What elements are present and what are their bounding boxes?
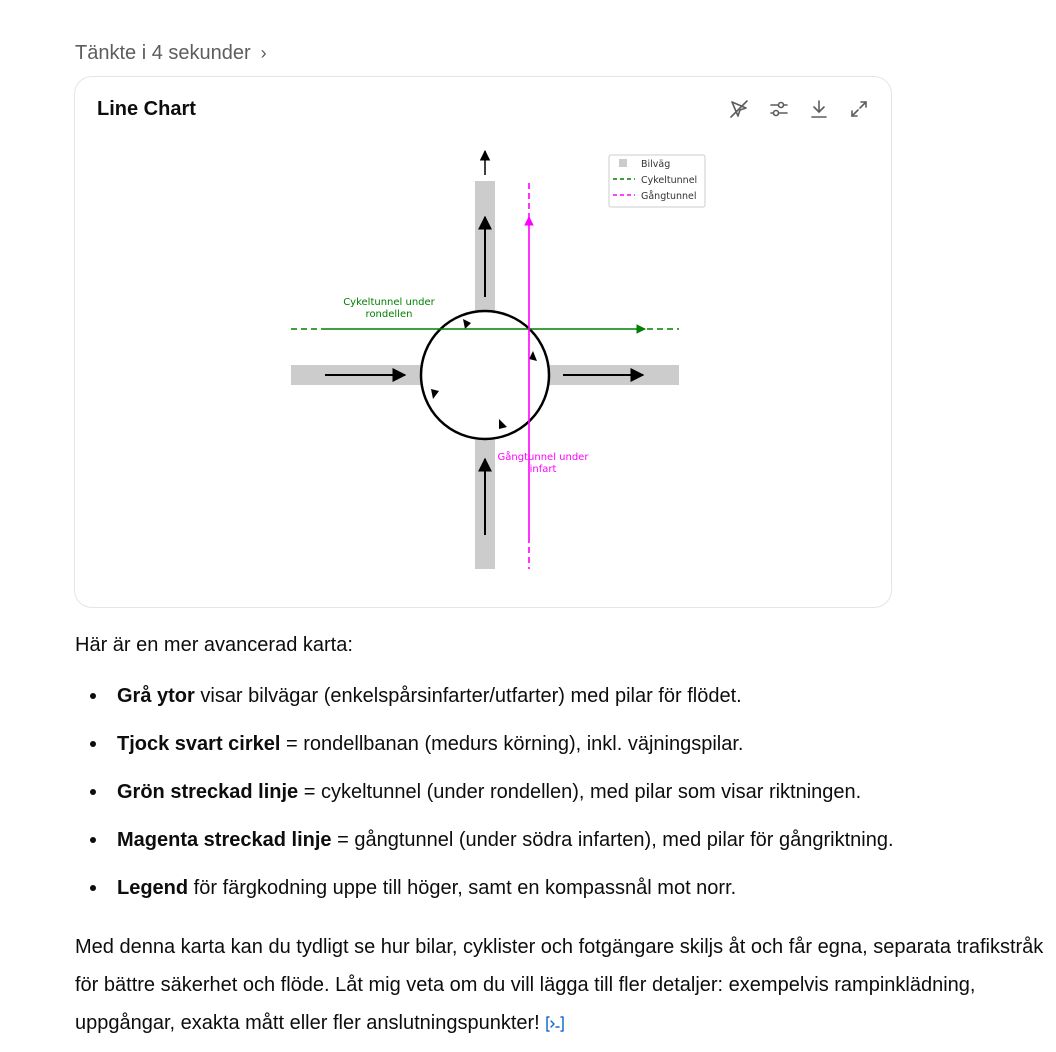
bullet-text: = cykeltunnel (under rondellen), med pilar som visar riktningen.: [298, 781, 862, 803]
yield-arrow: [499, 419, 507, 429]
bullet-bold: Grå ytor: [117, 685, 195, 707]
walk-tunnel-label-1: Gångtunnel under: [497, 452, 589, 463]
bullet-bold: Tjock svart cirkel: [117, 733, 281, 755]
bullet-text: för färgkodning uppe till höger, samt en kompassnål mot norr.: [188, 877, 737, 899]
bullet-list: [75, 676, 1035, 916]
thinking-label: Tänkte i 4 sekunder: [75, 42, 251, 64]
list-item: [75, 724, 1035, 772]
bike-tunnel-label-2: rondellen: [365, 309, 413, 320]
legend-road-label: Bilväg: [641, 159, 671, 170]
bike-tunnel-label-1: Cykeltunnel under: [343, 297, 435, 308]
bullet-text: visar bilvägar (enkelspårsinfarter/utfarter) med pilar för flödet.: [194, 685, 742, 707]
thinking-toggle[interactable]: [75, 42, 267, 65]
code-citation-icon[interactable]: [544, 1014, 566, 1034]
list-item: [75, 868, 1035, 916]
card-title: Line Chart: [97, 98, 196, 120]
legend-bike-label: Cykeltunnel: [641, 175, 698, 186]
list-item: [75, 820, 1035, 868]
bullet-text: = gångtunnel (under södra infarten), med pilar för gångriktning.: [331, 829, 894, 851]
roundabout-diagram: [275, 137, 735, 577]
bullet-bold: Legend: [117, 877, 189, 899]
list-item: [75, 676, 1035, 724]
list-item: [75, 772, 1035, 820]
yield-arrow: [463, 319, 471, 329]
expand-icon: [848, 98, 870, 120]
chart-toggle-icon: [728, 98, 750, 120]
legend: [609, 155, 705, 207]
chart-toolbar: [727, 97, 871, 121]
legend-road-swatch: [619, 159, 627, 167]
intro-text: Här är en mer avancerad karta:: [75, 634, 353, 656]
closing-text: Med denna karta kan du tydligt se hur bilar, cyklister och fotgängare skiljs åt och får egna, separata trafikstråk för bättre säkerhet och flöde. Låt mig veta om du vill lägga till fler detaljer: exempelvis rampinklädning, uppgångar, exakta mått eller fler anslutningspunkter!: [75, 936, 1044, 1034]
legend-walk-label: Gångtunnel: [641, 191, 697, 202]
yield-arrow: [431, 389, 439, 399]
chart-card: [74, 76, 892, 608]
bullet-bold: Grön streckad linje: [117, 781, 299, 803]
walk-tunnel-label-2: infart: [529, 464, 557, 475]
closing-paragraph: [75, 928, 1045, 1042]
bullet-text: = rondellbanan (medurs körning), inkl. väjningspilar.: [280, 733, 744, 755]
expand-button[interactable]: [847, 97, 871, 121]
chevron-right-icon: ›: [260, 43, 267, 63]
chart-toggle-button[interactable]: [727, 97, 751, 121]
download-icon: [808, 98, 830, 120]
yield-arrow: [529, 351, 537, 361]
bullet-bold: Magenta streckad linje: [117, 829, 332, 851]
settings-sliders-icon: [768, 98, 790, 120]
settings-button[interactable]: [767, 97, 791, 121]
download-button[interactable]: [807, 97, 831, 121]
